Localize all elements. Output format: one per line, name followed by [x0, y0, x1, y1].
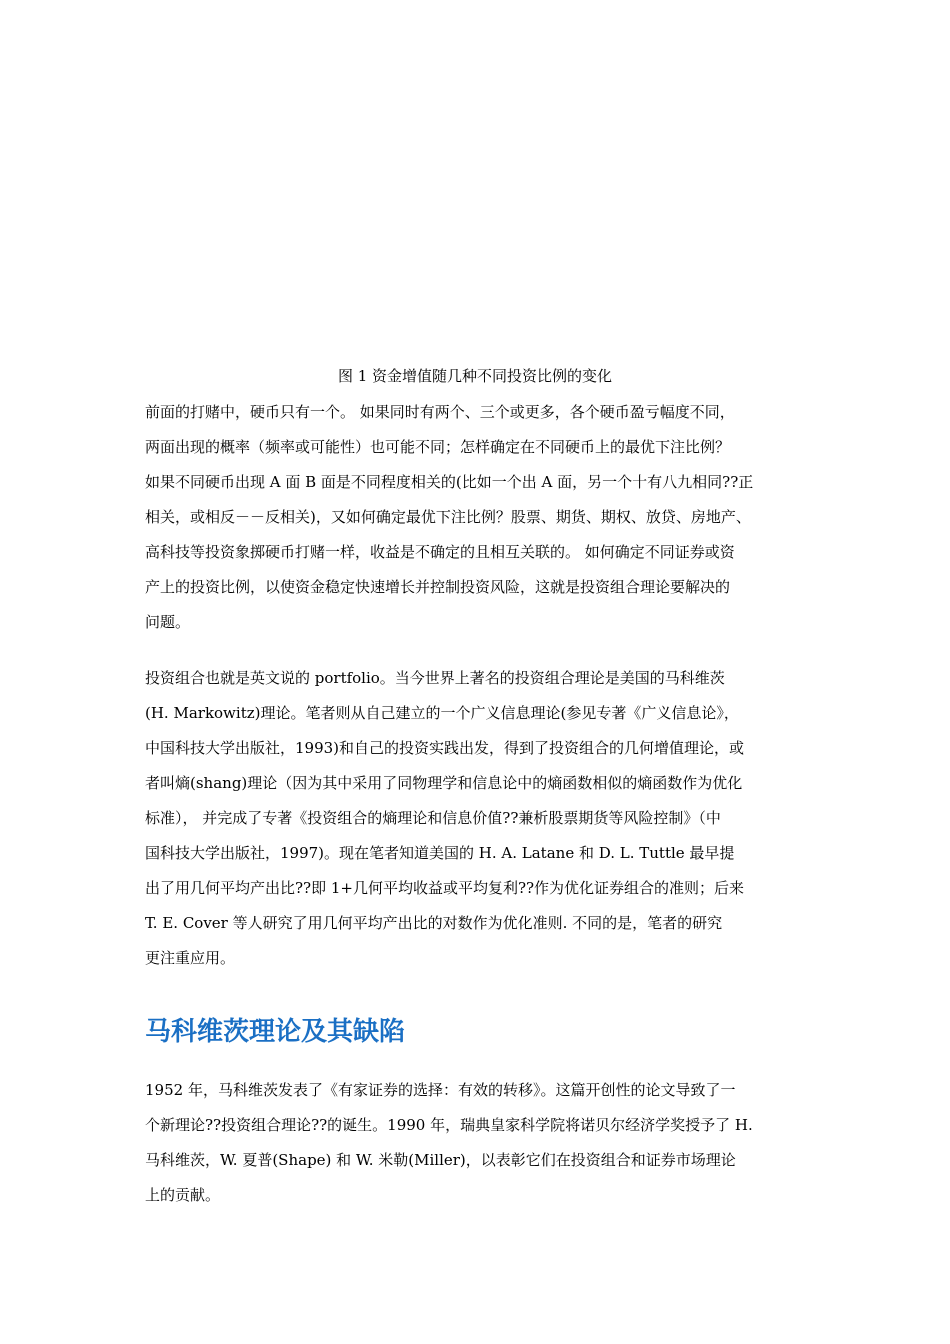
paragraph-line: 者叫熵(shang)理论（因为其中采用了同物理学和信息论中的熵函数相似的熵函数作为优化: [145, 774, 743, 792]
paragraph-betting: [145, 400, 835, 645]
paragraph-line: 如果不同硬币出现 A 面 B 面是不同程度相关的(比如一个出 A 面，另一个十有八九相同??正: [145, 473, 754, 491]
paragraph-line: 国科技大学出版社，1997)。现在笔者知道美国的 H. A. Latane 和 D. L. Tuttle 最早提: [145, 844, 735, 862]
paragraph-line: 高科技等投资象掷硬币打赌一样，收益是不确定的且相互关联的。 如何确定不同证券或资: [145, 543, 735, 561]
paragraph-line: 前面的打赌中，硬币只有一个。 如果同时有两个、三个或更多，各个硬币盈亏幅度不同，: [145, 403, 735, 421]
paragraph-line: 相关，或相反－－反相关)，又如何确定最优下注比例？股票、期货、期权、放贷、房地产、: [145, 508, 751, 526]
paragraph-line: 投资组合也就是英文说的 portfolio。当今世界上著名的投资组合理论是美国的马科维茨: [145, 669, 725, 687]
paragraph-line: 中国科技大学出版社，1993)和自己的投资实践出发，得到了投资组合的几何增值理论，或: [145, 739, 745, 757]
paragraph-line: 标准）， 并完成了专著《投资组合的熵理论和信息价值??兼析股票期货等风险控制》（中: [145, 809, 721, 827]
paragraph-line: (H. Markowitz)理论。笔者则从自己建立的一个广义信息理论(参见专著《广义信息论》，: [145, 704, 739, 722]
paragraph-line: 出了用几何平均产出比??即 1+几何平均收益或平均复利??作为优化证券组合的准则；后来: [145, 879, 745, 897]
paragraph-line: 两面出现的概率（频率或可能性）也可能不同；怎样确定在不同硬币上的最优下注比例？: [145, 438, 731, 456]
paragraph-line: 上的贡献。: [145, 1186, 221, 1204]
paragraph-line: 问题。: [145, 613, 191, 631]
paragraph-markowitz-history: [145, 1078, 835, 1218]
paragraph-line: 个新理论??投资组合理论??的诞生。1990 年，瑞典皇家科学院将诺贝尔经济学奖授予了 H.: [145, 1116, 753, 1134]
paragraph-portfolio: [145, 666, 835, 981]
section-heading: 马科维茨理论及其缺陷: [145, 1017, 406, 1047]
paragraph-line: 更注重应用。: [145, 949, 236, 967]
paragraph-line: 马科维茨，W. 夏普(Shape) 和 W. 米勒(Miller)，以表彰它们在投资组合和证券市场理论: [145, 1151, 736, 1169]
paragraph-line: T. E. Cover 等人研究了用几何平均产出比的对数作为优化准则. 不同的是，笔者的研究: [145, 914, 723, 932]
paragraph-line: 产上的投资比例，以使资金稳定快速增长并控制投资风险，这就是投资组合理论要解决的: [145, 578, 731, 596]
paragraph-line: 1952 年，马科维茨发表了《有家证券的选择：有效的转移》。这篇开创性的论文导致了一: [145, 1081, 736, 1099]
figure-caption: 图 1 资金增值随几种不同投资比例的变化: [337, 367, 613, 385]
